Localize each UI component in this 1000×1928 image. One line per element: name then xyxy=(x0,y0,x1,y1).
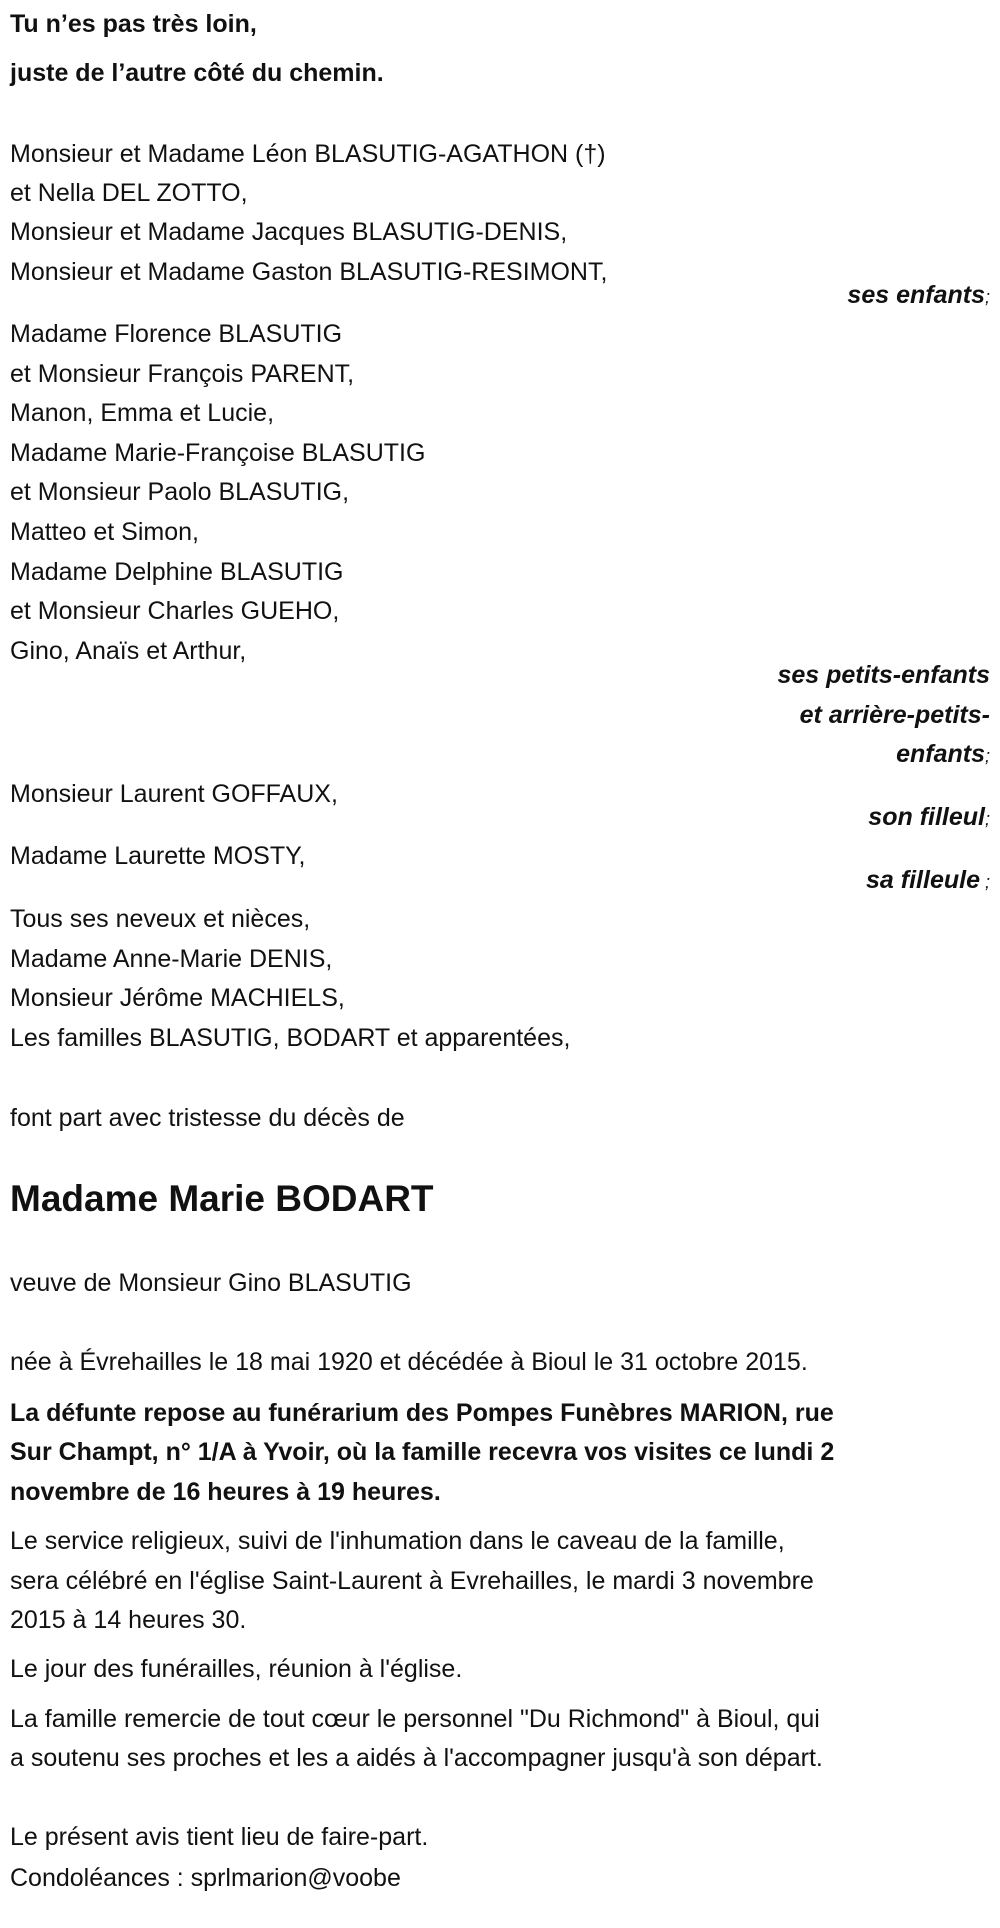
relation-label xyxy=(866,860,990,902)
family-line: Tous ses neveux et nièces, xyxy=(10,905,311,933)
family-line: Madame Marie-Françoise BLASUTIG xyxy=(10,439,426,467)
relation-label xyxy=(896,734,990,776)
family-line: et Monsieur François PARENT, xyxy=(10,360,355,388)
relation-punct: ; xyxy=(984,287,990,307)
family-line: Les familles BLASUTIG, BODART et apparentées, xyxy=(10,1024,571,1052)
family-line: Gino, Anaïs et Arthur, xyxy=(10,637,247,665)
family-line: et Monsieur Charles GUEHO, xyxy=(10,597,340,625)
epigraph-line: juste de l’autre côté du chemin. xyxy=(10,59,384,87)
visitation-line: La défunte repose au funérarium des Pompes Funèbres MARION, rue xyxy=(10,1399,834,1427)
relation-punct: ; xyxy=(984,746,990,766)
service-line: sera célébré en l'église Saint-Laurent à Evrehailles, le mardi 3 novembre xyxy=(10,1567,814,1595)
family-line: Manon, Emma et Lucie, xyxy=(10,399,275,427)
relation-punct: ; xyxy=(984,809,990,829)
family-line: Monsieur Laurent GOFFAUX, xyxy=(10,780,338,808)
relation-text: ses enfants xyxy=(847,281,985,309)
family-line: Matteo et Simon, xyxy=(10,518,199,546)
family-line: et Nella DEL ZOTTO, xyxy=(10,179,248,207)
family-line: Madame Delphine BLASUTIG xyxy=(10,558,344,586)
meeting-note: Le jour des funérailles, réunion à l'église. xyxy=(10,1655,463,1683)
relation-label: et arrière-petits- xyxy=(799,701,990,729)
condolences: Condoléances : sprlmarion@voobe xyxy=(10,1864,401,1892)
family-line: Monsieur et Madame Léon BLASUTIG-AGATHON (†) xyxy=(10,140,606,168)
relation-text: sa filleule xyxy=(866,866,980,894)
relation-punct: ; xyxy=(979,872,990,892)
family-line: Madame Laurette MOSTY, xyxy=(10,842,306,870)
deceased-name: Madame Marie BODART xyxy=(10,1178,434,1219)
relation-label: ses petits-enfants xyxy=(777,661,990,689)
family-line: Monsieur et Madame Gaston BLASUTIG-RESIMONT, xyxy=(10,258,608,286)
family-line: et Monsieur Paolo BLASUTIG, xyxy=(10,478,350,506)
thanks-line: La famille remercie de tout cœur le personnel "Du Richmond" à Bioul, qui xyxy=(10,1705,820,1733)
family-line: Monsieur Jérôme MACHIELS, xyxy=(10,984,345,1012)
epigraph-line: Tu n’es pas très loin, xyxy=(10,10,257,38)
service-line: 2015 à 14 heures 30. xyxy=(10,1606,247,1634)
family-line: Madame Anne-Marie DENIS, xyxy=(10,945,333,973)
widow-of: veuve de Monsieur Gino BLASUTIG xyxy=(10,1269,412,1297)
relation-text: enfants xyxy=(896,740,985,768)
family-line: Madame Florence BLASUTIG xyxy=(10,320,343,348)
birth-death-dates: née à Évrehailles le 18 mai 1920 et décédée à Bioul le 31 octobre 2015. xyxy=(10,1348,808,1376)
announcement: font part avec tristesse du décès de xyxy=(10,1104,405,1132)
relation-label xyxy=(847,275,990,317)
relation-text: son filleul xyxy=(868,803,985,831)
thanks-line: a soutenu ses proches et les a aidés à l'accompagner jusqu'à son départ. xyxy=(10,1744,823,1772)
visitation-line: novembre de 16 heures à 19 heures. xyxy=(10,1478,441,1506)
visitation-line: Sur Champt, n° 1/A à Yvoir, où la famille recevra vos visites ce lundi 2 xyxy=(10,1438,835,1466)
family-line: Monsieur et Madame Jacques BLASUTIG-DENIS, xyxy=(10,218,568,246)
service-line: Le service religieux, suivi de l'inhumation dans le caveau de la famille, xyxy=(10,1527,785,1555)
relation-label xyxy=(868,797,990,839)
notice: Le présent avis tient lieu de faire-part. xyxy=(10,1823,429,1851)
